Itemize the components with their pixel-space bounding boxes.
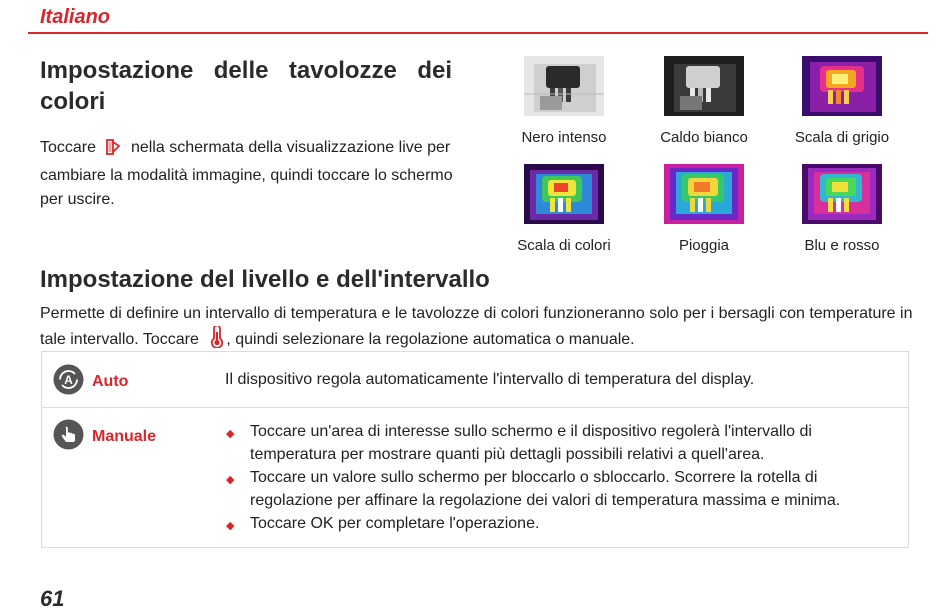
palette-thumb-blue-red — [772, 164, 912, 254]
palette-label: Scala di grigio — [794, 129, 890, 146]
palette-label: Caldo bianco — [660, 129, 748, 146]
svg-text:A: A — [64, 373, 73, 387]
mode-auto — [53, 364, 128, 400]
mode-auto-description: Il dispositivo regola automaticamente l'intervallo di temperatura del display. — [225, 371, 755, 388]
palette-icon — [104, 138, 122, 164]
palette-label: Scala di colori — [517, 237, 611, 254]
range-modes-table — [41, 351, 909, 548]
palette-instructions — [40, 136, 460, 212]
range-text-before: Permette di definire un intervallo di temperatura e le tavolozze di colori funzioneranno solo per i bersagli con temperature in tale intervallo. Toccare — [40, 305, 913, 348]
range-text-after: , quindi selezionare la regolazione automatica o manuale. — [226, 331, 635, 348]
thumb-image-white-hot — [664, 56, 744, 116]
thumb-image-rain — [664, 164, 744, 224]
thumb-image-black-hot — [524, 56, 604, 116]
mode-manual — [53, 419, 156, 455]
palette-thumb-white-hot — [634, 56, 774, 146]
diamond-bullet-icon: ◆ — [226, 428, 235, 440]
page-number: 61 — [40, 586, 65, 611]
palette-thumb-black-hot — [494, 56, 634, 146]
diamond-bullet-icon: ◆ — [226, 520, 235, 532]
palette-label: Nero intenso — [521, 129, 607, 146]
manual-bullet-list — [222, 420, 892, 535]
palette-text-after: nella schermata della visualizzazione live per cambiare la modalità immagine, quindi toccare lo schermo per uscire. — [40, 139, 453, 208]
hand-touch-icon — [53, 419, 84, 455]
table-row-separator — [42, 407, 908, 408]
palette-label: Blu e rosso — [804, 237, 880, 254]
thumb-image-fusion — [802, 56, 882, 116]
palette-thumb-rain — [634, 164, 774, 254]
thumb-image-rainbow — [524, 164, 604, 224]
palette-thumb-rainbow — [494, 164, 634, 254]
language-header: Italiano — [40, 6, 111, 28]
bullet-text: Toccare un valore sullo schermo per bloccarlo o sbloccarlo. Scorrere la rotella di regolazione per affinare la regolazione dei valori di temperatura massima e minima. — [250, 469, 841, 509]
list-item — [222, 466, 892, 512]
list-item — [222, 420, 892, 466]
palette-thumb-fusion — [772, 56, 912, 146]
thumb-image-blue-red — [802, 164, 882, 224]
bullet-text: Toccare OK per completare l'operazione. — [250, 515, 540, 532]
palette-label: Pioggia — [678, 237, 730, 254]
header-rule — [28, 32, 928, 34]
bullet-text: Toccare un'area di interesse sullo schermo e il dispositivo regolerà l'intervallo di temperatura per mostrare quanti più dettagli possibili relativi a quell'area. — [250, 423, 812, 463]
palette-text-before: Toccare — [40, 139, 97, 156]
mode-manual-label: Manuale — [92, 428, 157, 445]
range-section-title: Impostazione del livello e dell'intervallo — [40, 266, 490, 293]
auto-icon — [53, 364, 84, 400]
list-item — [222, 512, 892, 535]
diamond-bullet-icon: ◆ — [226, 474, 235, 486]
mode-auto-label: Auto — [92, 373, 129, 390]
palette-section-title: Impostazione delle tavolozze dei colori — [40, 57, 452, 115]
range-instructions — [40, 302, 920, 356]
